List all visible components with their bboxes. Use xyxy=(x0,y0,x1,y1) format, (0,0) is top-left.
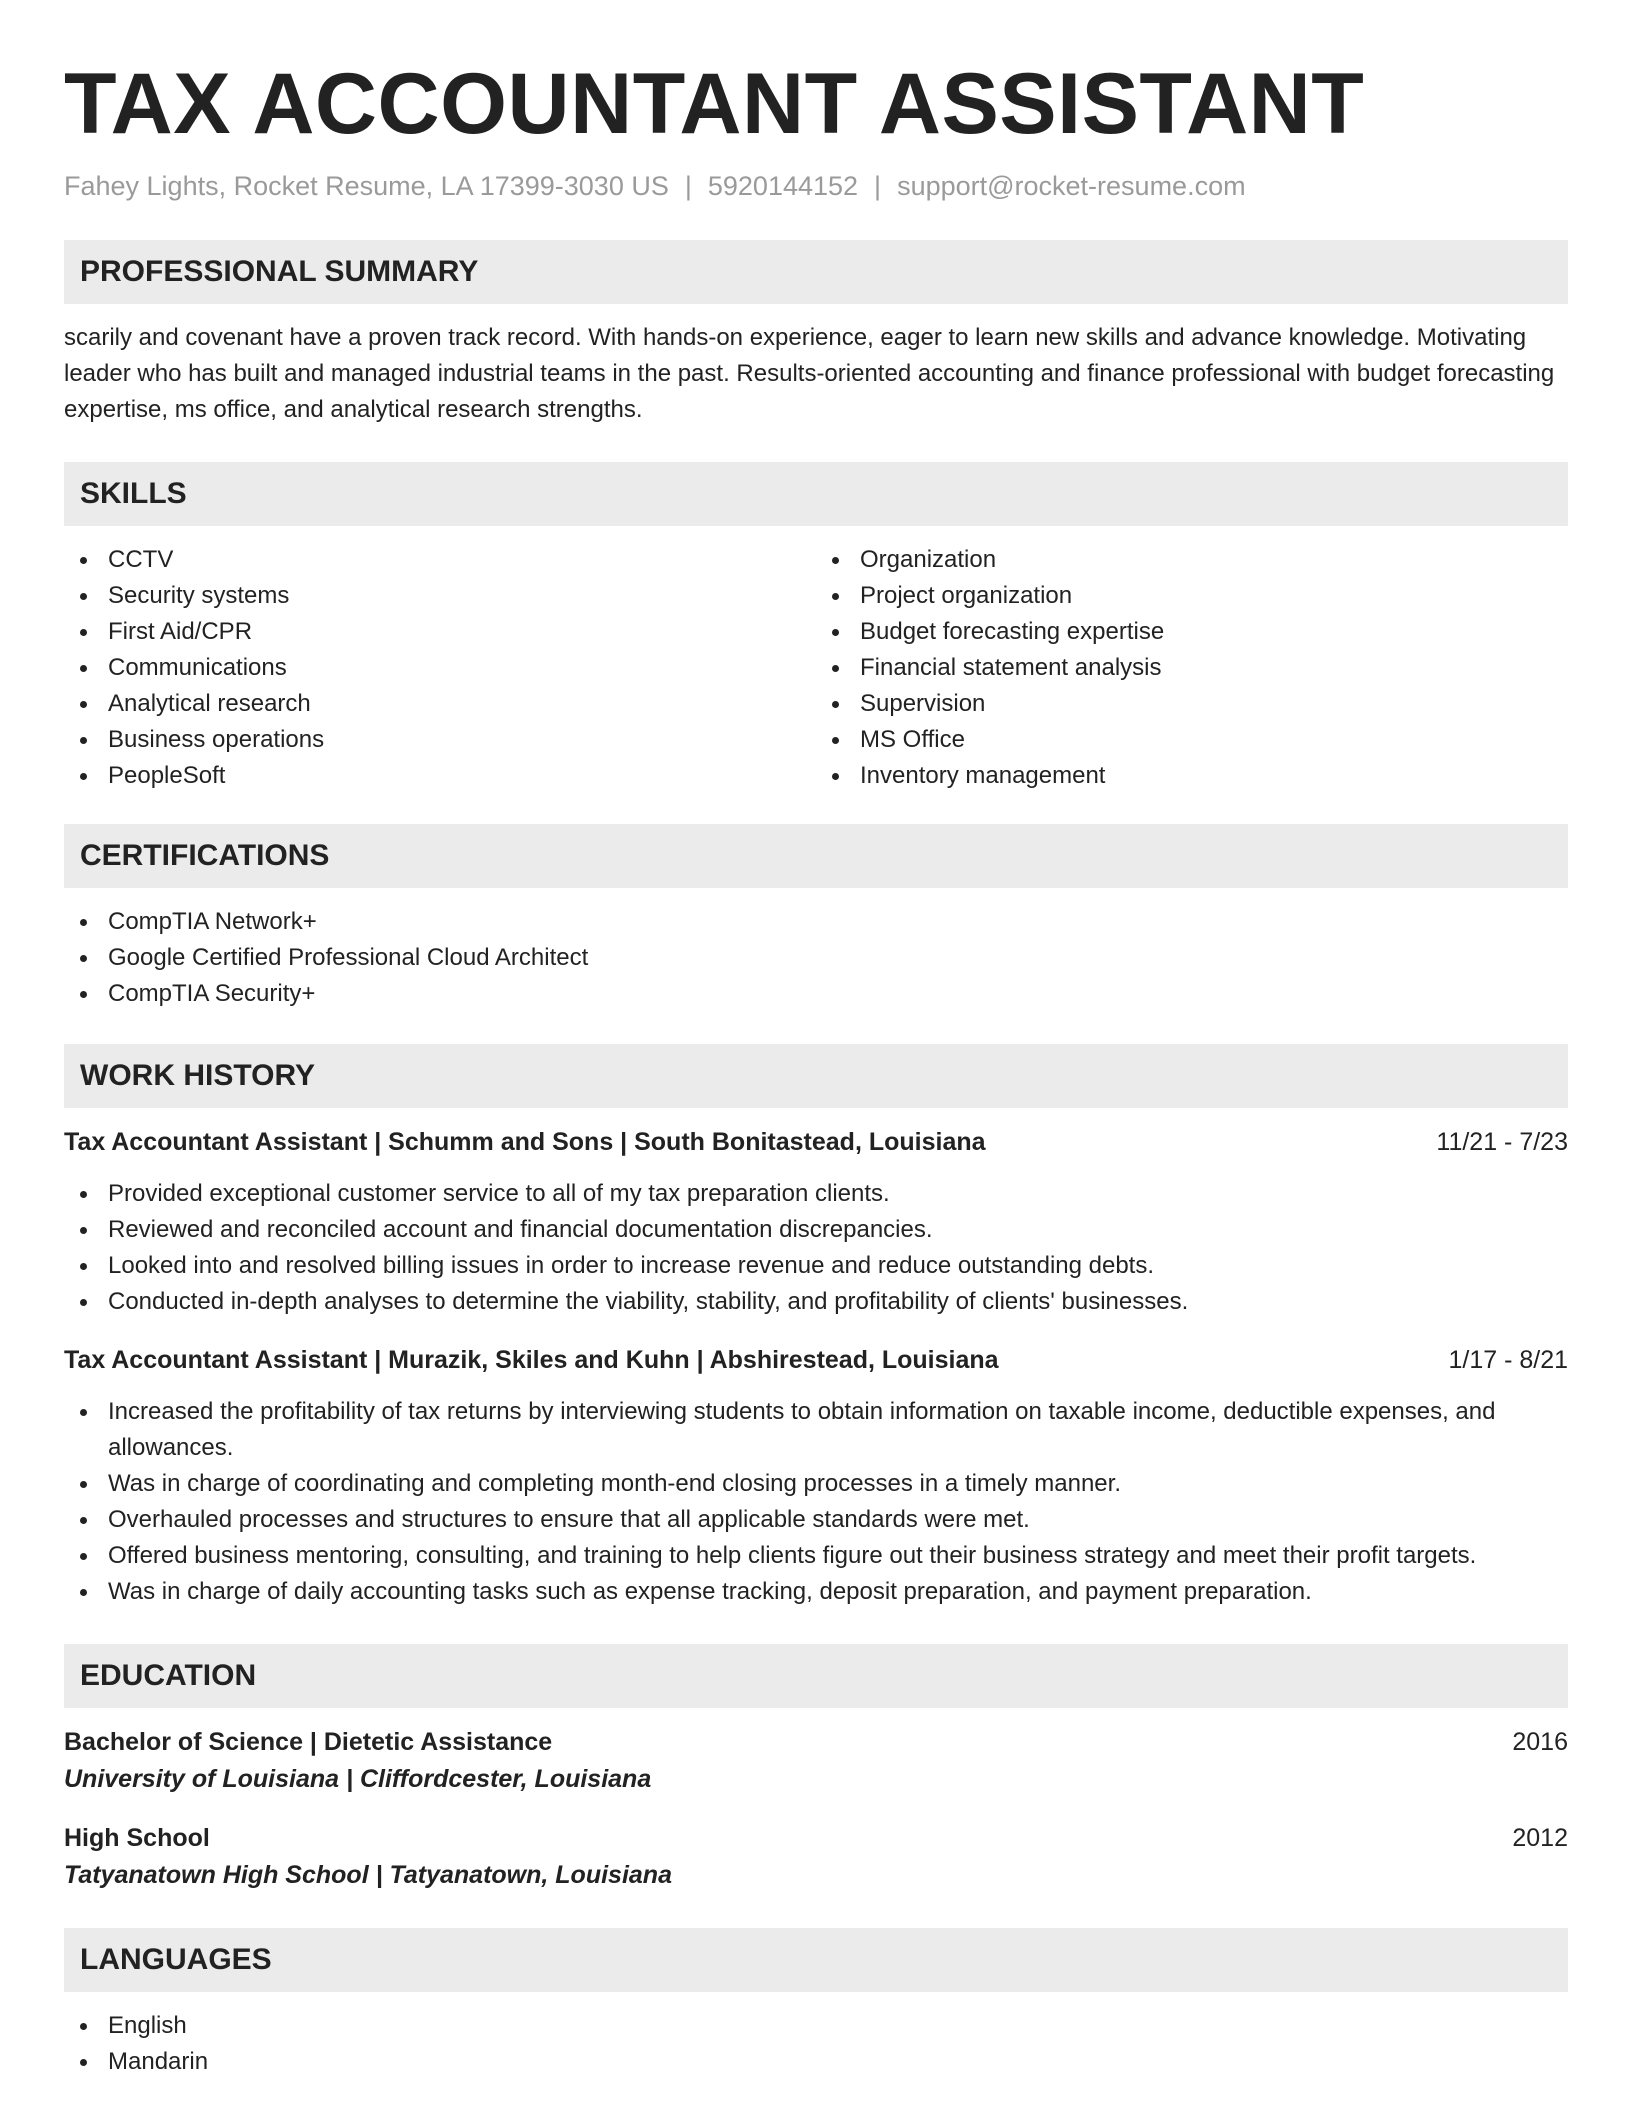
education-year: 2012 xyxy=(1512,1824,1568,1852)
list-item: Overhauled processes and structures to ensure that all applicable standards were met. xyxy=(64,1502,1568,1538)
list-item: Organization xyxy=(816,542,1568,578)
list-item: Project organization xyxy=(816,578,1568,614)
list-item: CCTV xyxy=(64,542,816,578)
list-item: Offered business mentoring, consulting, and training to help clients figure out their business strategy and meet their profit targets. xyxy=(64,1538,1568,1574)
job-entry xyxy=(64,1342,1568,1610)
skills-list-right xyxy=(816,542,1568,794)
languages-heading: LANGUAGES xyxy=(64,1928,1568,1992)
list-item: Reviewed and reconciled account and financial documentation discrepancies. xyxy=(64,1212,1568,1248)
summary-text: scarily and covenant have a proven track record. With hands-on experience, eager to learn new skills and advance knowledge. Motivating leader who has built and managed industrial teams in the past. Results-oriented accounting and finance professional with budget forecasting expertise, ms office, and analytical research strengths. xyxy=(64,324,1555,423)
education-heading: EDUCATION xyxy=(64,1644,1568,1708)
education-year: 2016 xyxy=(1512,1728,1568,1756)
contact-email: support@rocket-resume.com xyxy=(897,171,1246,201)
list-item: Business operations xyxy=(64,722,816,758)
list-item: MS Office xyxy=(816,722,1568,758)
certifications-section xyxy=(64,824,1568,1012)
list-item: English xyxy=(64,2008,1568,2044)
list-item: Provided exceptional customer service to all of my tax preparation clients. xyxy=(64,1176,1568,1212)
skills-section xyxy=(64,462,1568,794)
job-bullets xyxy=(64,1394,1568,1610)
list-item: Budget forecasting expertise xyxy=(816,614,1568,650)
list-item: Inventory management xyxy=(816,758,1568,794)
languages-list xyxy=(64,2008,1568,2080)
summary-heading: PROFESSIONAL SUMMARY xyxy=(64,240,1568,304)
job-title: Tax Accountant Assistant | Murazik, Skiles and Kuhn | Abshirestead, Louisiana xyxy=(64,1346,999,1374)
education-section xyxy=(64,1644,1568,1894)
education-school: Tatyanatown High School | Tatyanatown, Louisiana xyxy=(64,1861,672,1889)
list-item: First Aid/CPR xyxy=(64,614,816,650)
list-item: Conducted in-depth analyses to determine the viability, stability, and profitability of clients' businesses. xyxy=(64,1284,1568,1320)
certifications-heading: CERTIFICATIONS xyxy=(64,824,1568,888)
skills-list-left xyxy=(64,542,816,794)
job-dates: 1/17 - 8/21 xyxy=(1448,1346,1568,1374)
list-item: CompTIA Network+ xyxy=(64,904,1568,940)
work-history-section xyxy=(64,1044,1568,1610)
list-item: Mandarin xyxy=(64,2044,1568,2080)
job-entry xyxy=(64,1124,1568,1320)
list-item: Looked into and resolved billing issues in order to increase revenue and reduce outstanding debts. xyxy=(64,1248,1568,1284)
list-item: Was in charge of daily accounting tasks such as expense tracking, deposit preparation, and payment preparation. xyxy=(64,1574,1568,1610)
job-dates: 11/21 - 7/23 xyxy=(1436,1128,1568,1156)
list-item: CompTIA Security+ xyxy=(64,976,1568,1012)
certifications-list xyxy=(64,904,1568,1012)
work-history-heading: WORK HISTORY xyxy=(64,1044,1568,1108)
list-item: Financial statement analysis xyxy=(816,650,1568,686)
education-entry xyxy=(64,1724,1568,1798)
contact-separator: | xyxy=(874,171,882,201)
list-item: Google Certified Professional Cloud Architect xyxy=(64,940,1568,976)
summary-section xyxy=(64,240,1568,428)
job-bullets xyxy=(64,1176,1568,1320)
list-item: Was in charge of coordinating and completing month-end closing processes in a timely manner. xyxy=(64,1466,1568,1502)
list-item: Analytical research xyxy=(64,686,816,722)
list-item: Increased the profitability of tax returns by interviewing students to obtain information on taxable income, deductible expenses, and allowances. xyxy=(64,1394,1568,1466)
education-degree: High School xyxy=(64,1824,210,1852)
list-item: Supervision xyxy=(816,686,1568,722)
contact-line xyxy=(64,168,1568,204)
contact-phone: 5920144152 xyxy=(707,171,859,201)
skills-grid xyxy=(64,542,1568,794)
education-school: University of Louisiana | Cliffordcester, Louisiana xyxy=(64,1765,652,1793)
education-degree: Bachelor of Science | Dietetic Assistance xyxy=(64,1728,553,1756)
list-item: Security systems xyxy=(64,578,816,614)
job-title: Tax Accountant Assistant | Schumm and Sons | South Bonitastead, Louisiana xyxy=(64,1128,986,1156)
list-item: Communications xyxy=(64,650,816,686)
contact-separator: | xyxy=(684,171,692,201)
list-item: PeopleSoft xyxy=(64,758,816,794)
languages-section xyxy=(64,1928,1568,2080)
contact-address: Fahey Lights, Rocket Resume, LA 17399-3030 US xyxy=(64,171,669,201)
skills-heading: SKILLS xyxy=(64,462,1568,526)
candidate-name: TAX ACCOUNTANT ASSISTANT xyxy=(64,56,1365,152)
education-entry xyxy=(64,1820,1568,1894)
